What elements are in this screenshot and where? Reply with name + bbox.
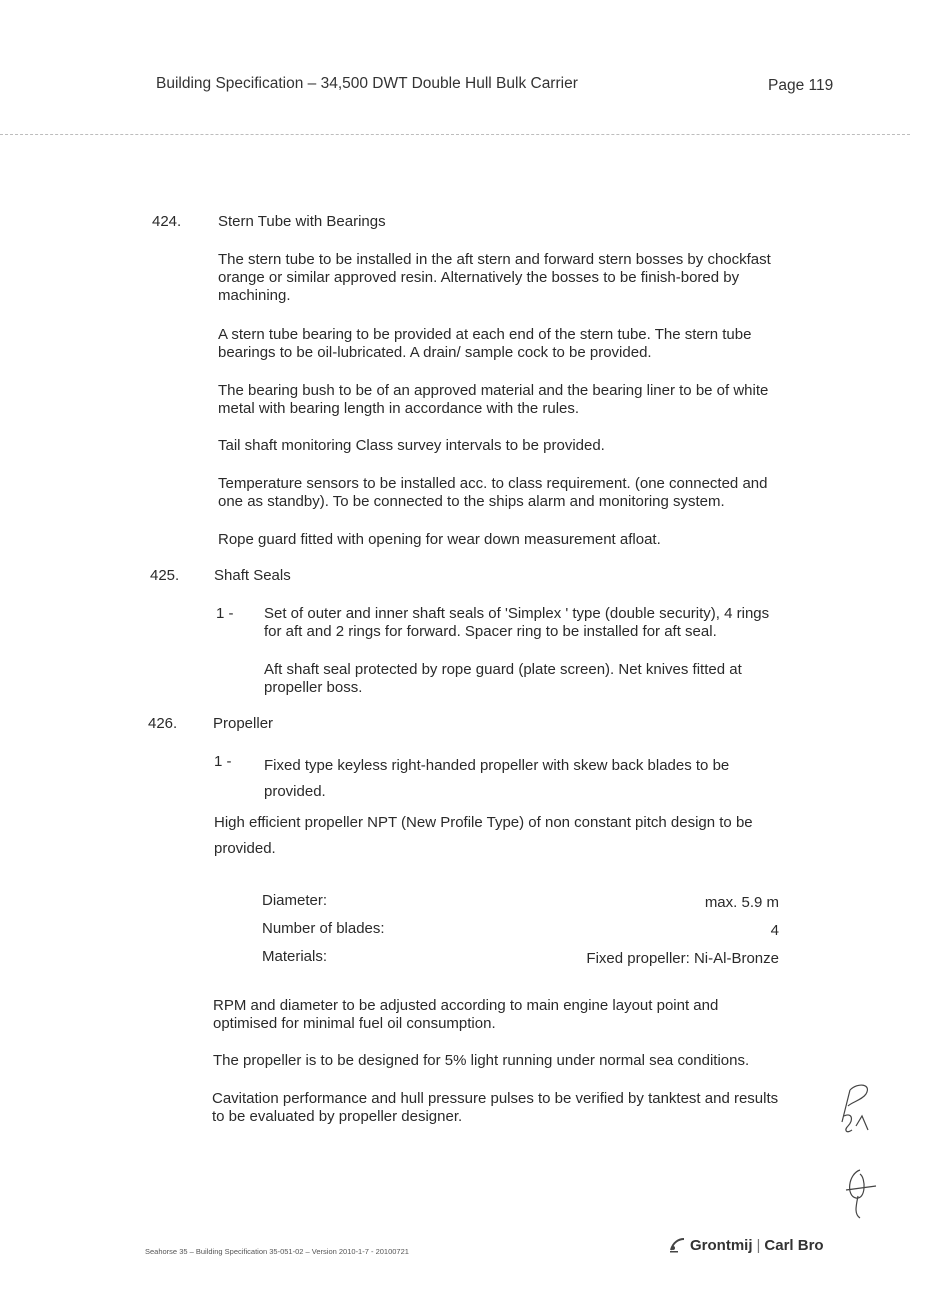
- section-heading-426: Propeller: [213, 715, 274, 732]
- text-line: one as standby). To be connected to the ships alarm and monitoring system.: [218, 493, 725, 510]
- text-line: to be evaluated by propeller designer.: [212, 1108, 463, 1125]
- text-line: Aft shaft seal protected by rope guard (plate screen). Net knives fitted at: [264, 661, 742, 678]
- paragraph-shaft-seals-set: [264, 605, 834, 641]
- paragraph-fixed-propeller: [264, 753, 824, 805]
- text-line: A stern tube bearing to be provided at each end of the stern tube. The stern tube: [218, 326, 752, 343]
- section-heading-425: Shaft Seals: [214, 567, 291, 584]
- spec-label-materials: Materials:: [262, 948, 328, 965]
- text-line: The stern tube to be installed in the aft stern and forward stern bosses by chockfast: [218, 251, 771, 268]
- logo-separator: |: [756, 1236, 761, 1254]
- page-number: Page 119: [768, 77, 834, 94]
- handwritten-initials-mark: [836, 1076, 886, 1141]
- spec-value-blades: 4: [770, 922, 779, 939]
- text-line: provided.: [214, 840, 276, 857]
- paragraph-rope-guard: Rope guard fitted with opening for wear down measurement afloat.: [218, 531, 661, 548]
- paragraph-temperature-sensors: [218, 475, 818, 511]
- text-line: optimised for minimal fuel oil consumption.: [213, 1015, 496, 1032]
- paragraph-light-running: The propeller is to be designed for 5% light running under normal sea conditions.: [213, 1052, 750, 1069]
- section-number-424: 424.: [152, 213, 182, 230]
- section-heading-424: Stern Tube with Bearings: [218, 213, 386, 230]
- spec-value-materials: Fixed propeller: Ni-Al-Bronze: [586, 950, 779, 967]
- paragraph-tail-shaft-monitoring: Tail shaft monitoring Class survey intervals to be provided.: [218, 437, 605, 454]
- text-line: bearings to be oil-lubricated. A drain/ sample cock to be provided.: [218, 344, 652, 361]
- footer-document-reference: Seahorse 35 – Building Specification 35-051-02 – Version 2010-1-7 - 20100721: [145, 1247, 409, 1256]
- item-number: 1 -: [214, 753, 232, 770]
- paragraph-bearing-bush: [218, 382, 818, 418]
- text-line: for aft and 2 rings for forward. Spacer ring to be installed for aft seal.: [264, 623, 717, 640]
- paragraph-cavitation: [212, 1090, 822, 1126]
- text-line: Set of outer and inner shaft seals of 'Simplex ' type (double security), 4 rings: [264, 605, 770, 622]
- paragraph-stern-tube-bearing: [218, 326, 818, 362]
- document-title: Building Specification – 34,500 DWT Double Hull Bulk Carrier: [156, 75, 578, 92]
- logo-text-grontmij: Grontmij: [690, 1236, 753, 1254]
- section-number-425: 425.: [150, 567, 180, 584]
- company-logo: [668, 1236, 824, 1254]
- section-number-426: 426.: [148, 715, 178, 732]
- text-line: provided.: [264, 783, 326, 800]
- text-line: metal with bearing length in accordance with the rules.: [218, 400, 580, 417]
- paragraph-rpm-diameter: [213, 997, 813, 1033]
- logo-mark-icon: [668, 1236, 686, 1254]
- text-line: propeller boss.: [264, 679, 363, 696]
- text-line: Fixed type keyless right-handed propeller with skew back blades to be: [264, 757, 730, 774]
- paragraph-npt-propeller: [214, 810, 814, 862]
- text-line: The bearing bush to be of an approved material and the bearing liner to be of white: [218, 382, 769, 399]
- handwritten-signature-mark: [842, 1166, 882, 1222]
- text-line: Cavitation performance and hull pressure pulses to be verified by tanktest and results: [212, 1090, 779, 1107]
- paragraph-aft-shaft-seal: [264, 661, 834, 697]
- spec-label-blades: Number of blades:: [262, 920, 385, 937]
- text-line: orange or similar approved resin. Alternatively the bosses to be finish-bored by: [218, 269, 740, 286]
- spec-value-diameter: max. 5.9 m: [704, 894, 779, 911]
- spec-label-diameter: Diameter:: [262, 892, 328, 909]
- text-line: Temperature sensors to be installed acc. to class requirement. (one connected and: [218, 475, 768, 492]
- paragraph-stern-tube-install: [218, 251, 818, 305]
- header-divider: [0, 134, 910, 135]
- text-line: machining.: [218, 287, 291, 304]
- logo-text-carl-bro: Carl Bro: [764, 1236, 824, 1254]
- text-line: High efficient propeller NPT (New Profile Type) of non constant pitch design to be: [214, 814, 753, 831]
- item-number: 1 -: [216, 605, 234, 622]
- text-line: RPM and diameter to be adjusted according to main engine layout point and: [213, 997, 719, 1014]
